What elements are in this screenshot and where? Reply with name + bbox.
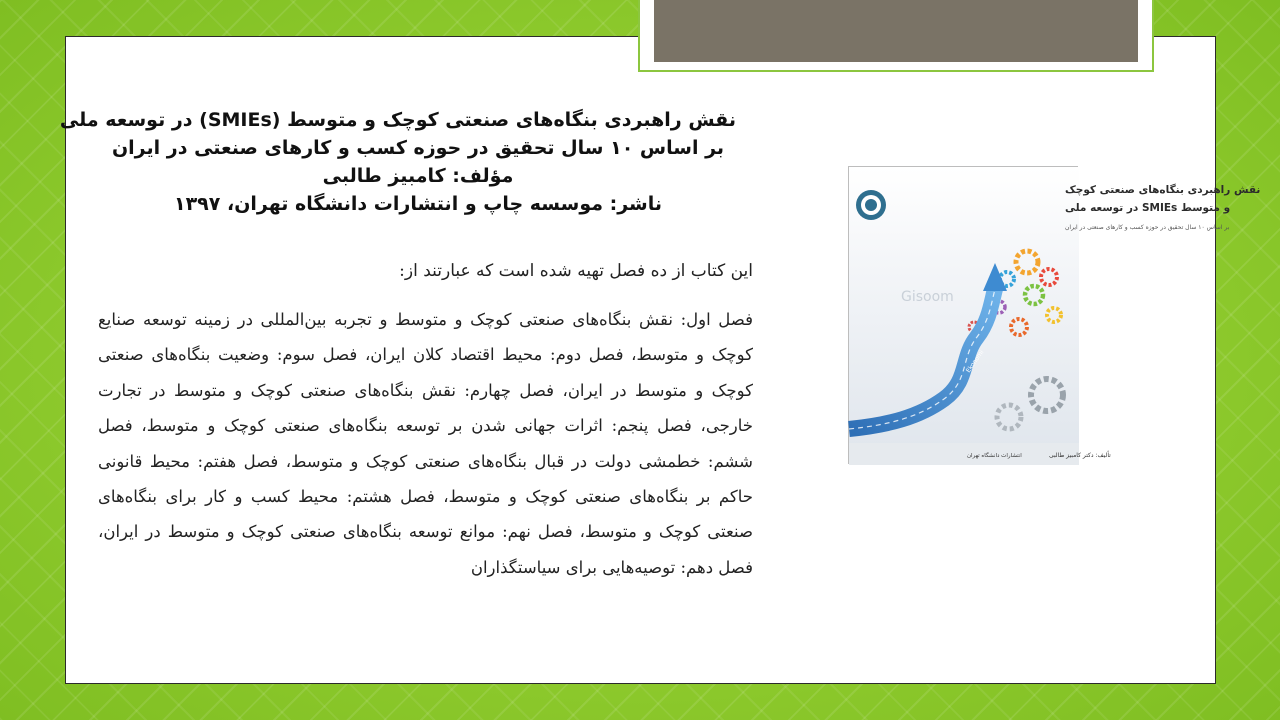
book-publisher: ناشر: موسسه چاپ و انتشارات دانشگاه تهران، ۱۳۹۷	[173, 193, 662, 215]
cover-author-line: تألیف: دکتر کامبیز طالبی	[1049, 452, 1111, 459]
book-info-header	[59, 106, 736, 218]
book-author: مؤلف: کامبیز طالبی	[322, 165, 514, 187]
cover-title-line2: و متوسط SMIEs در توسعه ملی	[1065, 202, 1231, 214]
book-title-line2: بر اساس ۱۰ سال تحقیق در حوزه کسب و کارهای صنعتی در ایران	[111, 137, 725, 159]
cover-subtitle: بر اساس ۱۰ سال تحقیق در حوزه کسب و کارهای صنعتی در ایران	[1065, 224, 1230, 231]
book-cover-illustration	[849, 167, 1261, 465]
arrow-label: Ekonomi	[964, 349, 986, 375]
title-placeholder-bar	[654, 0, 1138, 62]
book-cover-image	[848, 166, 1261, 464]
university-seal-icon	[856, 190, 886, 220]
cover-title-line1: نقش راهبردی بنگاه‌های صنعتی کوچک	[1065, 184, 1261, 196]
book-title-line1: نقش راهبردی بنگاه‌های صنعتی کوچک و متوسط (SMIEs) در توسعه ملی	[59, 109, 736, 131]
cover-publisher-line: انتشارات دانشگاه تهران	[967, 453, 1022, 459]
title-placeholder-tab	[638, 0, 1154, 72]
chapters-list-paragraph: فصل اول: نقش بنگاه‌های صنعتی کوچک و متوسط و تجربه بین‌المللی در زمینه توسعه صنایع کوچک و متوسط، فصل دوم: محیط اقتصاد کلان ایران، فصل سوم: وضعیت بنگاه‌های صنعتی کوچک و متوسط در ایران، فصل چهارم: نقش بنگاه‌های صنعتی کوچک و متوسط در تجارت خارجی، فصل پنجم: اثرات جهانی شدن بر توسعه بنگاه‌های صنعتی کوچک و متوسط، فصل ششم: خطمشی دولت در قبال بنگاه‌های صنعتی کوچک و متوسط، فصل هفتم: محیط قانونی حاکم بر بنگاه‌های صنعتی کوچک و متوسط، فصل هشتم: محیط کسب و کار برای بنگاه‌های صنعتی کوچک و متوسط، فصل نهم: موانع توسعه بنگاه‌های صنعتی کوچک و متوسط در ایران، فصل دهم: توصیه‌هایی برای سیاستگذاران	[98, 310, 753, 577]
cover-watermark: Gisoom	[901, 289, 954, 305]
chapters-intro: این کتاب از ده فصل تهیه شده است که عبارتند از:	[399, 261, 753, 281]
